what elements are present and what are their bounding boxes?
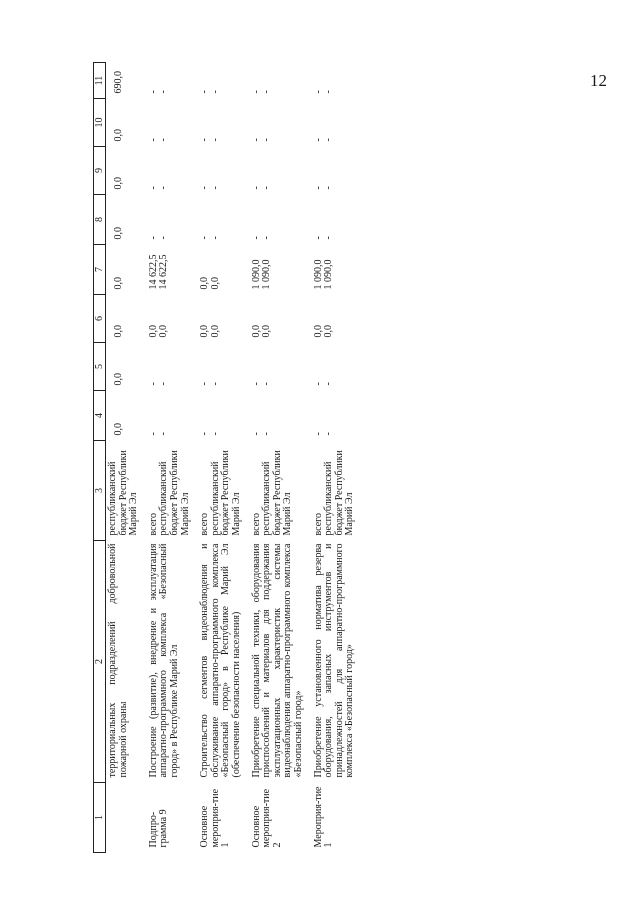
value-cell: 0,0 <box>113 227 124 240</box>
funding-source: всего республиканский бюджет Республики Марий Эл <box>199 450 242 536</box>
value-cell: 690,0 <box>113 71 124 94</box>
column-header: 5 <box>94 343 106 391</box>
value-cell: - - <box>199 186 221 190</box>
value-cell: - - <box>250 90 273 94</box>
table-row <box>106 63 149 853</box>
program-name <box>106 783 149 853</box>
funding-source: всего республиканский бюджет Республики Марий Эл <box>312 450 356 536</box>
value-cell: - - <box>147 236 170 240</box>
funding-source: республиканский бюджет Республики Марий Эл <box>107 450 140 536</box>
table-row <box>314 63 365 853</box>
column-header: 9 <box>94 147 106 195</box>
program-name: Основное мероприя-тие 1 <box>199 788 232 848</box>
page-number: 12 <box>590 71 607 90</box>
program-name: Основное мероприя-тие 2 <box>250 788 283 848</box>
table-row <box>149 63 200 853</box>
funding-source: всего республиканский бюджет Республики Марий Эл <box>250 450 294 536</box>
column-header: 3 <box>94 441 106 541</box>
value-cell: 0,0 0,0 <box>147 325 170 338</box>
value-cell: - - <box>199 236 221 240</box>
value-cell: - - <box>250 382 273 386</box>
value-cell: 0,0 <box>113 277 124 290</box>
column-header: 1 <box>94 783 106 853</box>
funding-source: всего республиканский бюджет Республики Марий Эл <box>147 450 191 536</box>
column-header: 7 <box>94 245 106 295</box>
program-description: территориальных подразделений добровольной пожарной охраны <box>107 543 129 778</box>
value-cell: - - <box>199 138 221 142</box>
value-cell: - - <box>199 432 221 436</box>
value-cell: - - <box>250 432 273 436</box>
value-cell: 0,0 0,0 <box>199 325 221 338</box>
column-header: 11 <box>94 63 106 99</box>
table-row <box>252 63 314 853</box>
value-cell: - - <box>312 432 335 436</box>
value-cell: 0,0 0,0 <box>199 277 221 290</box>
value-cell: 14 622,5 14 622,5 <box>147 254 170 290</box>
value-cell: 0,0 0,0 <box>312 325 335 338</box>
value-cell: 0,0 <box>113 177 124 190</box>
budget-table <box>93 62 365 853</box>
column-header: 10 <box>94 99 106 147</box>
value-cell: - - <box>312 236 335 240</box>
column-header: 6 <box>94 295 106 343</box>
value-cell: - - <box>250 186 273 190</box>
program-description: Приобретение установленного норматива резерва оборудования, запасных инструментов и принадлежностей для аппаратно-программного комплекса «Безопасный город» <box>312 543 356 778</box>
value-cell: 0,0 <box>113 129 124 142</box>
value-cell: 0,0 <box>113 325 124 338</box>
value-cell: 0,0 <box>113 373 124 386</box>
table-row <box>200 63 251 853</box>
value-cell: - - <box>312 90 335 94</box>
column-header: 8 <box>94 195 106 245</box>
program-description: Приобретение специальной техники, оборудования приспособлений и материалов для поддержания эксплуатационных характеристик системы видеонаблюдения аппаратно-программного комплекса «Безопасный город» <box>250 543 304 778</box>
value-cell: - - <box>312 186 335 190</box>
value-cell: 0,0 <box>113 423 124 436</box>
value-cell: 1 090,0 1 090,0 <box>250 259 273 290</box>
value-cell: 0,0 0,0 <box>250 325 273 338</box>
program-name: Подпро-грамма 9 <box>147 809 170 848</box>
value-cell: - - <box>199 382 221 386</box>
value-cell: - - <box>312 382 335 386</box>
value-cell: - - <box>250 138 273 142</box>
program-description: Строительство сегментов видеонаблюдения и обслуживание аппаратно-программного комплекса «Безопасный город» в Республике Марий Эл (обеспечение безопасности населения) <box>199 543 242 778</box>
value-cell: - - <box>199 90 221 94</box>
program-name: Мероприя-тие 1 <box>312 786 335 848</box>
value-cell: - - <box>312 138 335 142</box>
value-cell: - - <box>250 236 273 240</box>
value-cell: - - <box>147 186 170 190</box>
value-cell: 1 090,0 1 090,0 <box>312 259 335 290</box>
value-cell: - - <box>147 382 170 386</box>
value-cell: - - <box>147 90 170 94</box>
column-header: 4 <box>94 391 106 441</box>
value-cell: - - <box>147 138 170 142</box>
header-row <box>94 63 106 853</box>
value-cell: - - <box>147 432 170 436</box>
program-description: Построение (развитие), внедрение и эксплуатация аппаратно-программного комплекса «Безопасный город» в Республике Марий Эл <box>147 543 180 778</box>
column-header: 2 <box>94 541 106 783</box>
